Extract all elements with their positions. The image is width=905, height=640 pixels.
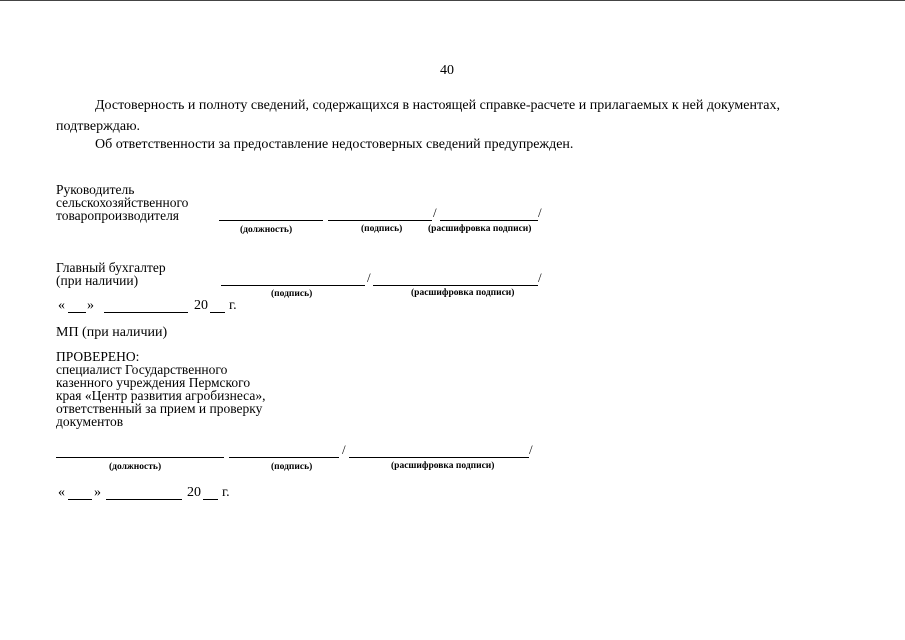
accountant-signature-line[interactable] xyxy=(221,285,365,286)
director-label-line-2: сельскохозяйственного xyxy=(56,195,189,210)
verification-label-line-3: края «Центр развития агробизнеса», xyxy=(56,388,266,403)
confirmation-text-line-1: Достоверность и полноту сведений, содержащихся в настоящей справке-расчете и прилагаемых к ней документах, xyxy=(95,98,780,113)
verification-position-caption: (должность) xyxy=(109,462,162,472)
stamp-label: МП (при наличии) xyxy=(56,325,168,340)
accountant-date-year-prefix: 20 xyxy=(194,298,208,313)
confirmation-text-line-2: подтверждаю. xyxy=(56,119,141,134)
accountant-date-close-quote: » xyxy=(87,298,94,313)
director-position-line[interactable] xyxy=(219,220,323,221)
verification-slash-1: / xyxy=(342,442,346,457)
accountant-decoding-caption: (расшифровка подписи) xyxy=(411,288,515,298)
accountant-label-line-2: (при наличии) xyxy=(56,273,139,288)
page-top-border xyxy=(0,0,905,1)
verification-decoding-line[interactable] xyxy=(349,457,529,458)
verification-date-day-line[interactable] xyxy=(68,499,92,500)
page-number: 40 xyxy=(440,63,454,78)
verification-label-line-1: специалист Государственного xyxy=(56,362,228,377)
director-decoding-line[interactable] xyxy=(440,220,538,221)
verification-date-year-line[interactable] xyxy=(203,499,218,500)
director-slash-1: / xyxy=(433,205,437,220)
accountant-signature-caption: (подпись) xyxy=(271,289,313,299)
accountant-slash-2: / xyxy=(538,270,542,285)
verification-date-year-prefix: 20 xyxy=(187,485,201,500)
verification-signature-caption: (подпись) xyxy=(271,462,313,472)
verification-date-year-suffix: г. xyxy=(222,485,230,500)
director-signature-line[interactable] xyxy=(328,220,432,221)
accountant-date-open-quote: « xyxy=(58,298,65,313)
director-signature-caption: (подпись) xyxy=(361,224,403,234)
responsibility-text: Об ответственности за предоставление недостоверных сведений предупрежден. xyxy=(95,137,574,152)
director-label-line-3: товаропроизводителя xyxy=(56,208,180,223)
director-decoding-caption: (расшифровка подписи) xyxy=(428,224,532,234)
verification-date-close-quote: » xyxy=(94,485,101,500)
verification-label-line-4: ответственный за прием и проверку xyxy=(56,401,263,416)
accountant-date-month-line[interactable] xyxy=(104,312,188,313)
accountant-date-year-line[interactable] xyxy=(210,312,225,313)
verification-signature-line[interactable] xyxy=(229,457,339,458)
verification-position-line[interactable] xyxy=(56,457,224,458)
verification-date-month-line[interactable] xyxy=(106,499,182,500)
accountant-date-day-line[interactable] xyxy=(68,312,86,313)
verification-label-line-5: документов xyxy=(56,414,124,429)
accountant-date-year-suffix: г. xyxy=(229,298,237,313)
verification-decoding-caption: (расшифровка подписи) xyxy=(391,461,495,471)
accountant-label-line-1: Главный бухгалтер xyxy=(56,260,166,275)
accountant-slash-1: / xyxy=(367,270,371,285)
verification-label-line-2: казенного учреждения Пермского xyxy=(56,375,251,390)
director-slash-2: / xyxy=(538,205,542,220)
verification-slash-2: / xyxy=(529,442,533,457)
director-position-caption: (должность) xyxy=(240,225,293,235)
director-label-line-1: Руководитель xyxy=(56,182,135,197)
verification-date-open-quote: « xyxy=(58,485,65,500)
verification-heading: ПРОВЕРЕНО: xyxy=(56,349,140,364)
accountant-decoding-line[interactable] xyxy=(373,285,538,286)
